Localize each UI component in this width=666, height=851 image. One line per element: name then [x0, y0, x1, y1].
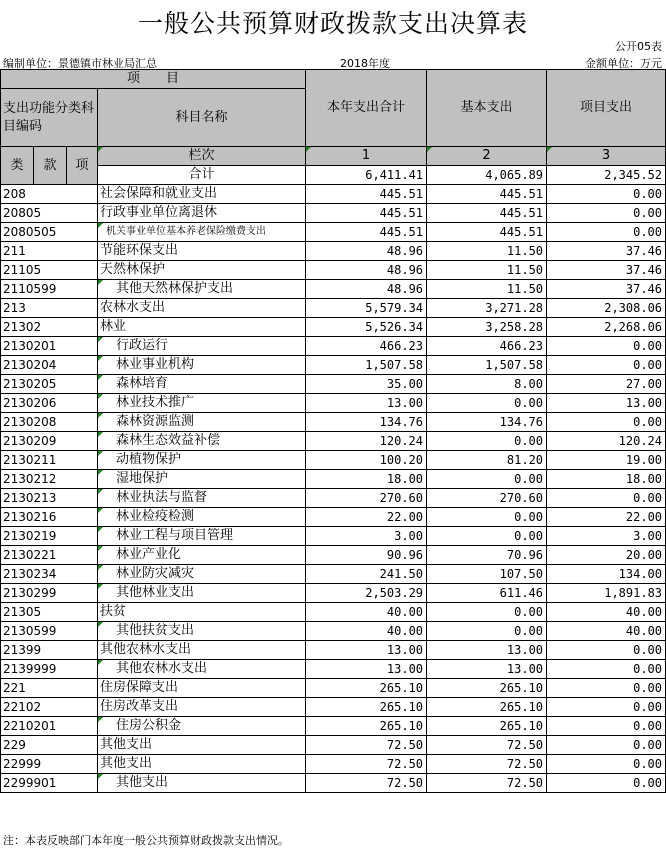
project-header: 项 目	[1, 70, 306, 89]
table-row	[1, 204, 666, 223]
row-project: 0.00	[547, 641, 666, 660]
row-basic: 611.46	[427, 584, 547, 603]
row-name: 行政事业单位离退休	[98, 204, 306, 223]
row-basic: 11.50	[427, 280, 547, 299]
row-name: 住房改革支出	[98, 698, 306, 717]
sum-label: 合计	[98, 166, 306, 185]
form-number: 公开05表	[615, 40, 662, 53]
col1-number: 1	[306, 147, 427, 166]
row-basic: 13.00	[427, 641, 547, 660]
table-row	[1, 508, 666, 527]
row-project: 22.00	[547, 508, 666, 527]
table-row	[1, 451, 666, 470]
row-project: 0.00	[547, 223, 666, 242]
row-total: 265.10	[306, 698, 427, 717]
row-basic: 81.20	[427, 451, 547, 470]
table-row	[1, 375, 666, 394]
table-row	[1, 603, 666, 622]
row-basic: 466.23	[427, 337, 547, 356]
table-row	[1, 755, 666, 774]
row-total: 18.00	[306, 470, 427, 489]
project-exp-header: 项目支出	[547, 70, 666, 147]
report-meta	[0, 54, 666, 68]
sum-total: 6,411.41	[306, 166, 427, 185]
row-project: 0.00	[547, 698, 666, 717]
row-code: 20805	[1, 204, 98, 223]
row-basic: 70.96	[427, 546, 547, 565]
row-total: 1,507.58	[306, 356, 427, 375]
row-name: 其他农林水支出	[98, 641, 306, 660]
row-code: 2130206	[1, 394, 98, 413]
table-row	[1, 489, 666, 508]
row-project: 0.00	[547, 413, 666, 432]
row-name: 林业事业机构	[98, 356, 306, 375]
row-name: 农林水支出	[98, 299, 306, 318]
sum-basic: 4,065.89	[427, 166, 547, 185]
row-total: 2,503.29	[306, 584, 427, 603]
row-basic: 0.00	[427, 470, 547, 489]
table-row	[1, 432, 666, 451]
table-row	[1, 736, 666, 755]
row-code: 2130204	[1, 356, 98, 375]
row-project: 0.00	[547, 356, 666, 375]
table-row	[1, 318, 666, 337]
row-basic: 72.50	[427, 736, 547, 755]
row-total: 241.50	[306, 565, 427, 584]
row-basic: 3,271.28	[427, 299, 547, 318]
table-row	[1, 565, 666, 584]
row-name: 其他扶贫支出	[98, 622, 306, 641]
table-row	[1, 641, 666, 660]
row-total: 5,579.34	[306, 299, 427, 318]
row-basic: 107.50	[427, 565, 547, 584]
row-name: 湿地保护	[98, 470, 306, 489]
row-code: 2130212	[1, 470, 98, 489]
row-name: 住房保障支出	[98, 679, 306, 698]
row-code: 213	[1, 299, 98, 318]
xiang-header: 项	[67, 147, 98, 185]
table-row	[1, 717, 666, 736]
row-name: 其他林业支出	[98, 584, 306, 603]
row-code: 2130219	[1, 527, 98, 546]
row-basic: 265.10	[427, 717, 547, 736]
row-basic: 0.00	[427, 394, 547, 413]
row-basic: 445.51	[427, 204, 547, 223]
row-name: 林业工程与项目管理	[98, 527, 306, 546]
row-code: 2299901	[1, 774, 98, 793]
table-row	[1, 527, 666, 546]
row-basic: 72.50	[427, 774, 547, 793]
row-name: 其他支出	[98, 755, 306, 774]
row-code: 21302	[1, 318, 98, 337]
row-code: 2130216	[1, 508, 98, 527]
row-project: 3.00	[547, 527, 666, 546]
row-total: 5,526.34	[306, 318, 427, 337]
row-name: 行政运行	[98, 337, 306, 356]
row-code: 221	[1, 679, 98, 698]
row-total: 48.96	[306, 280, 427, 299]
row-name: 其他支出	[98, 774, 306, 793]
row-total: 445.51	[306, 204, 427, 223]
row-total: 120.24	[306, 432, 427, 451]
row-project: 13.00	[547, 394, 666, 413]
row-project: 134.00	[547, 565, 666, 584]
row-project: 0.00	[547, 660, 666, 679]
row-project: 37.46	[547, 242, 666, 261]
row-code: 229	[1, 736, 98, 755]
row-basic: 13.00	[427, 660, 547, 679]
row-project: 1,891.83	[547, 584, 666, 603]
table-row	[1, 261, 666, 280]
row-name: 住房公积金	[98, 717, 306, 736]
row-name: 其他农林水支出	[98, 660, 306, 679]
row-name: 其他天然林保护支出	[98, 280, 306, 299]
row-project: 0.00	[547, 774, 666, 793]
row-project: 40.00	[547, 622, 666, 641]
row-code: 2130211	[1, 451, 98, 470]
kuan-header: 款	[34, 147, 67, 185]
col3-number: 3	[547, 147, 666, 166]
amount-unit: 金额单位：万元	[585, 57, 662, 70]
row-total: 22.00	[306, 508, 427, 527]
table-row	[1, 280, 666, 299]
row-code: 2130234	[1, 565, 98, 584]
row-name: 林业产业化	[98, 546, 306, 565]
row-name: 社会保障和就业支出	[98, 185, 306, 204]
row-name: 森林培育	[98, 375, 306, 394]
row-total: 100.20	[306, 451, 427, 470]
row-total: 40.00	[306, 622, 427, 641]
row-code: 2210201	[1, 717, 98, 736]
table-row	[1, 774, 666, 793]
row-basic: 11.50	[427, 242, 547, 261]
row-total: 445.51	[306, 223, 427, 242]
row-project: 37.46	[547, 261, 666, 280]
row-name: 林业防灾减灾	[98, 565, 306, 584]
row-name: 机关事业单位基本养老保险缴费支出	[98, 223, 306, 242]
row-project: 27.00	[547, 375, 666, 394]
row-code: 2130208	[1, 413, 98, 432]
row-basic: 0.00	[427, 603, 547, 622]
row-basic: 3,258.28	[427, 318, 547, 337]
row-project: 19.00	[547, 451, 666, 470]
row-basic: 265.10	[427, 679, 547, 698]
total-header: 本年支出合计	[306, 70, 427, 147]
column-order-label: 栏次	[98, 147, 306, 166]
row-name: 天然林保护	[98, 261, 306, 280]
row-total: 48.96	[306, 261, 427, 280]
row-project: 20.00	[547, 546, 666, 565]
row-basic: 445.51	[427, 185, 547, 204]
row-project: 18.00	[547, 470, 666, 489]
footnote: 注：本表反映部门本年度一般公共预算财政拨款支出情况。	[3, 834, 289, 847]
row-basic: 1,507.58	[427, 356, 547, 375]
row-code: 2130221	[1, 546, 98, 565]
table-row	[1, 185, 666, 204]
row-total: 35.00	[306, 375, 427, 394]
row-basic: 0.00	[427, 622, 547, 641]
row-total: 265.10	[306, 679, 427, 698]
row-code: 2130201	[1, 337, 98, 356]
row-total: 3.00	[306, 527, 427, 546]
row-name: 扶贫	[98, 603, 306, 622]
func-code-header: 支出功能分类科目编码	[1, 89, 98, 147]
row-name: 林业技术推广	[98, 394, 306, 413]
row-name: 其他支出	[98, 736, 306, 755]
row-total: 72.50	[306, 736, 427, 755]
table-row	[1, 679, 666, 698]
table-row	[1, 546, 666, 565]
row-basic: 8.00	[427, 375, 547, 394]
row-basic: 270.60	[427, 489, 547, 508]
row-total: 466.23	[306, 337, 427, 356]
row-basic: 265.10	[427, 698, 547, 717]
row-total: 445.51	[306, 185, 427, 204]
row-total: 13.00	[306, 660, 427, 679]
lei-header: 类	[1, 147, 34, 185]
row-code: 2130299	[1, 584, 98, 603]
row-project: 0.00	[547, 755, 666, 774]
row-project: 0.00	[547, 204, 666, 223]
row-code: 208	[1, 185, 98, 204]
row-code: 2130213	[1, 489, 98, 508]
row-project: 120.24	[547, 432, 666, 451]
row-project: 0.00	[547, 736, 666, 755]
row-name: 森林资源监测	[98, 413, 306, 432]
row-code: 2130205	[1, 375, 98, 394]
table-row	[1, 356, 666, 375]
row-project: 0.00	[547, 489, 666, 508]
report-year: 2018年度	[340, 57, 390, 70]
row-code: 2110599	[1, 280, 98, 299]
row-name: 森林生态效益补偿	[98, 432, 306, 451]
row-basic: 0.00	[427, 432, 547, 451]
row-code: 211	[1, 242, 98, 261]
report-title: 一般公共预算财政拨款支出决算表	[137, 9, 528, 38]
row-basic: 445.51	[427, 223, 547, 242]
table-row	[1, 660, 666, 679]
row-code: 21105	[1, 261, 98, 280]
table-row	[1, 584, 666, 603]
table-row	[1, 622, 666, 641]
sum-project: 2,345.52	[547, 166, 666, 185]
subject-name-header: 科目名称	[98, 89, 306, 147]
row-code: 2130599	[1, 622, 98, 641]
row-basic: 0.00	[427, 508, 547, 527]
row-name: 林业	[98, 318, 306, 337]
row-total: 48.96	[306, 242, 427, 261]
row-project: 2,268.06	[547, 318, 666, 337]
row-code: 22102	[1, 698, 98, 717]
row-total: 90.96	[306, 546, 427, 565]
row-total: 270.60	[306, 489, 427, 508]
row-basic: 134.76	[427, 413, 547, 432]
row-basic: 0.00	[427, 527, 547, 546]
row-total: 134.76	[306, 413, 427, 432]
basic-header: 基本支出	[427, 70, 547, 147]
table-row	[1, 413, 666, 432]
row-project: 0.00	[547, 679, 666, 698]
row-name: 林业执法与监督	[98, 489, 306, 508]
table-row	[1, 698, 666, 717]
table-row	[1, 337, 666, 356]
row-project: 2,308.06	[547, 299, 666, 318]
row-total: 72.50	[306, 774, 427, 793]
row-project: 0.00	[547, 717, 666, 736]
row-name: 林业检疫检测	[98, 508, 306, 527]
row-code: 2080505	[1, 223, 98, 242]
expenditure-table	[0, 69, 666, 793]
table-row	[1, 470, 666, 489]
row-project: 37.46	[547, 280, 666, 299]
row-total: 72.50	[306, 755, 427, 774]
table-row	[1, 242, 666, 261]
row-total: 13.00	[306, 641, 427, 660]
row-total: 265.10	[306, 717, 427, 736]
row-total: 40.00	[306, 603, 427, 622]
row-project: 0.00	[547, 337, 666, 356]
row-name: 动植物保护	[98, 451, 306, 470]
row-total: 13.00	[306, 394, 427, 413]
table-row	[1, 299, 666, 318]
row-name: 节能环保支出	[98, 242, 306, 261]
row-project: 40.00	[547, 603, 666, 622]
compiling-unit: 编制单位：景德镇市林业局汇总	[3, 57, 157, 70]
row-project: 0.00	[547, 185, 666, 204]
row-code: 21305	[1, 603, 98, 622]
row-code: 21399	[1, 641, 98, 660]
table-row	[1, 223, 666, 242]
row-code: 2130209	[1, 432, 98, 451]
row-code: 2139999	[1, 660, 98, 679]
row-code: 22999	[1, 755, 98, 774]
row-basic: 11.50	[427, 261, 547, 280]
table-row	[1, 394, 666, 413]
col2-number: 2	[427, 147, 547, 166]
row-basic: 72.50	[427, 755, 547, 774]
